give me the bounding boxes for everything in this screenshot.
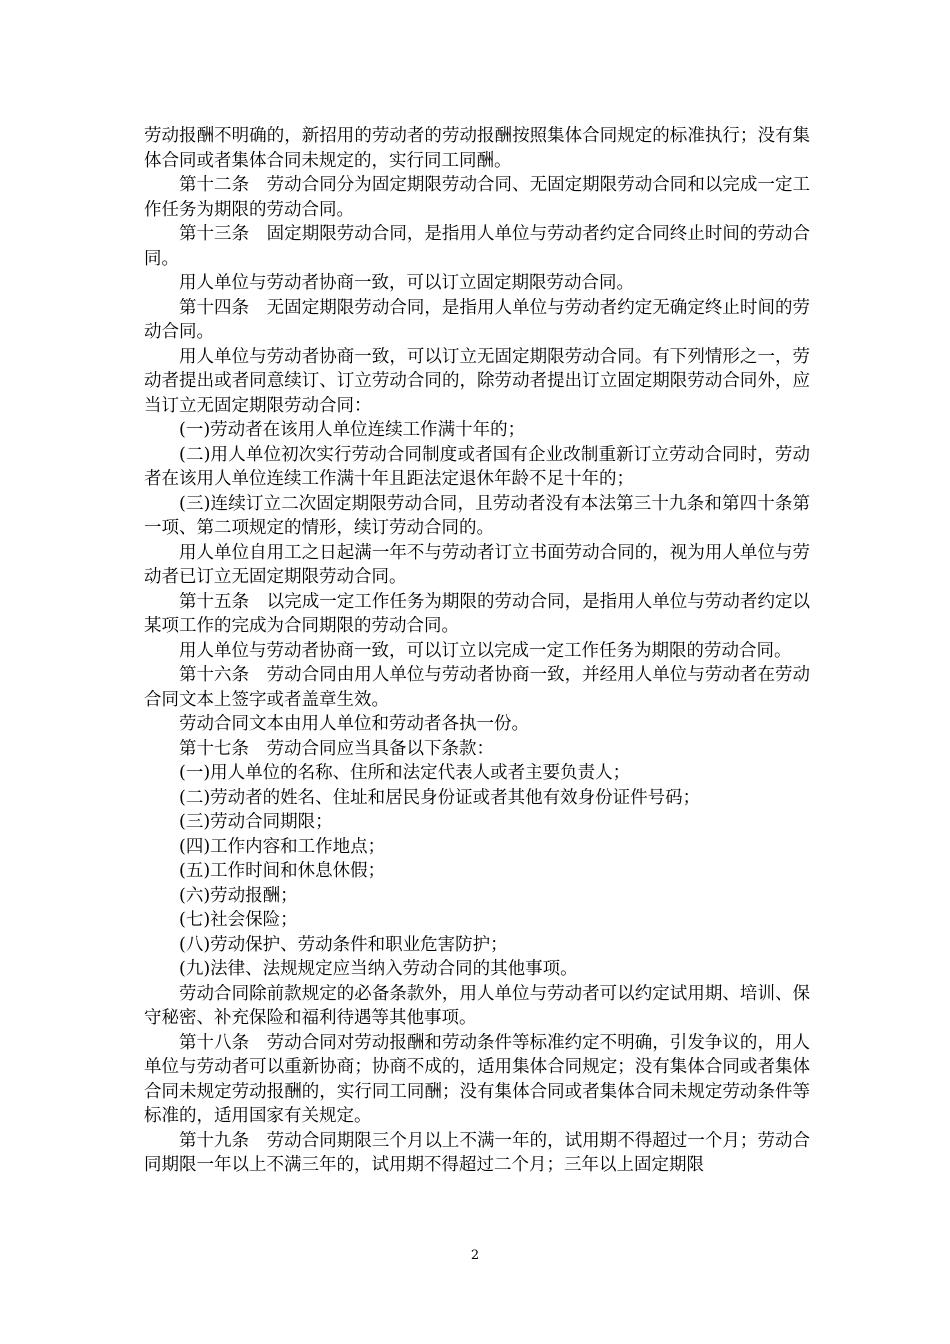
page-number: 2 [470, 1248, 480, 1263]
paragraph-article-17: 第十七条 劳动合同应当具备以下条款： [179, 738, 494, 759]
paragraph: 劳动合同文本由用人单位和劳动者各执一份。 [179, 714, 529, 734]
paragraph-article-15: 第十五条 以完成一定工作任务为期限的劳动合同，是指用人单位与劳动者约定以某项工作的完成为合同期限的劳动合同。 [144, 591, 810, 636]
paragraph-article-18: 第十八条 劳动合同对劳动报酬和劳动条件等标准约定不明确，引发争议的，用人单位与劳动者可以重新协商；协商不成的，适用集体合同规定；没有集体合同或者集体合同未规定劳动报酬的，实行同工同酬；没有集体合同或者集体合同未规定劳动条件等标准的，适用国家有关规定。 [144, 1032, 810, 1126]
list-item: (二)劳动者的姓名、住址和居民身份证或者其他有效身份证件号码； [179, 787, 701, 808]
list-item: (八)劳动保护、劳动条件和职业危害防护； [179, 934, 508, 955]
list-item: (六)劳动报酬； [179, 885, 298, 906]
list-item: (七)社会保险； [179, 910, 298, 930]
paragraph: 用人单位自用工之日起满一年不与劳动者订立书面劳动合同的，视为用人单位与劳动者已订立无固定期限劳动合同。 [144, 542, 810, 587]
list-item: (四)工作内容和工作地点； [179, 836, 386, 857]
document-body [144, 124, 810, 1178]
paragraph: 劳动合同除前款规定的必备条款外，用人单位与劳动者可以约定试用期、培训、保守秘密、补充保险和福利待遇等其他事项。 [144, 983, 810, 1028]
paragraph: 劳动报酬不明确的，新招用的劳动者的劳动报酬按照集体合同规定的标准执行；没有集体合同或者集体合同未规定的，实行同工同酬。 [144, 126, 810, 171]
list-item: (九)法律、法规规定应当纳入劳动合同的其他事项。 [179, 959, 578, 979]
list-item: (一)用人单位的名称、住所和法定代表人或者主要负责人； [179, 763, 631, 783]
list-item: (三)劳动合同期限； [179, 812, 333, 832]
paragraph-article-19: 第十九条 劳动合同期限三个月以上不满一年的，试用期不得超过一个月；劳动合同期限一年以上不满三年的，试用期不得超过二个月；三年以上固定期限 [144, 1130, 810, 1175]
list-item: (五)工作时间和休息休假； [179, 861, 386, 881]
paragraph: 用人单位与劳动者协商一致，可以订立以完成一定工作任务为期限的劳动合同。 [179, 640, 792, 661]
paragraph: 用人单位与劳动者协商一致，可以订立固定期限劳动合同。 [179, 273, 634, 293]
paragraph: 用人单位与劳动者协商一致，可以订立无固定期限劳动合同。有下列情形之一，劳动者提出或者同意续订、订立劳动合同的，除劳动者提出订立固定期限劳动合同外，应当订立无固定期限劳动合同： [144, 346, 810, 416]
list-item: (三)连续订立二次固定期限劳动合同，且劳动者没有本法第三十九条和第四十条第一项、第二项规定的情形，续订劳动合同的。 [144, 493, 810, 538]
list-item: (二)用人单位初次实行劳动合同制度或者国有企业改制重新订立劳动合同时，劳动者在该用人单位连续工作满十年且距法定退休年龄不足十年的； [144, 444, 810, 489]
paragraph-article-13: 第十三条 固定期限劳动合同，是指用人单位与劳动者约定合同终止时间的劳动合同。 [144, 224, 810, 269]
list-item: (一)劳动者在该用人单位连续工作满十年的； [179, 420, 526, 440]
paragraph-article-16: 第十六条 劳动合同由用人单位与劳动者协商一致，并经用人单位与劳动者在劳动合同文本上签字或者盖章生效。 [144, 665, 810, 710]
paragraph-article-12: 第十二条 劳动合同分为固定期限劳动合同、无固定期限劳动合同和以完成一定工作任务为期限的劳动合同。 [144, 175, 810, 220]
paragraph-article-14: 第十四条 无固定期限劳动合同，是指用人单位与劳动者约定无确定终止时间的劳动合同。 [144, 297, 810, 342]
